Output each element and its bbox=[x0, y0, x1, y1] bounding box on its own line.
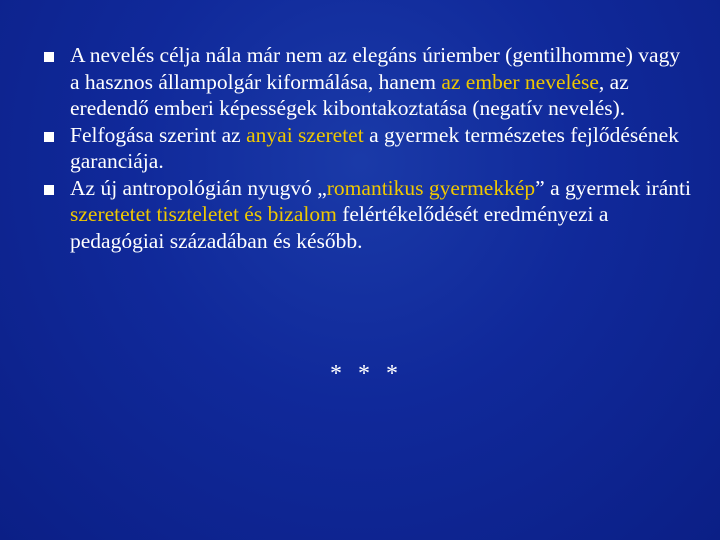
highlighted-term: szeretetet tiszteletet és bizalom bbox=[70, 202, 337, 226]
bullet-item bbox=[44, 42, 694, 122]
bullet-item bbox=[44, 175, 694, 255]
square-bullet-icon bbox=[44, 132, 54, 142]
bullet-list bbox=[44, 42, 694, 254]
bullet-text-segment: ” a gyermek iránti bbox=[535, 175, 691, 200]
square-bullet-icon bbox=[44, 185, 54, 195]
bullet-text-segment: Felfogása szerint az bbox=[70, 122, 247, 147]
highlighted-term: az ember nevelése bbox=[441, 69, 599, 94]
bullet-text-segment: , az eredendő emberi képességek kibontakoztatása (negatív nevelés). bbox=[70, 69, 629, 120]
highlighted-term: romantikus gyermekkép bbox=[326, 175, 536, 200]
bullet-item bbox=[44, 122, 694, 175]
bullet-text-segment: felértékelődését eredményezi a pedagógiai századában és később. bbox=[70, 202, 609, 253]
square-bullet-icon bbox=[44, 52, 54, 62]
bullet-text-segment: a gyermek természetes fejlődésének garanciája. bbox=[70, 122, 679, 173]
section-separator-stars: * * * bbox=[330, 361, 403, 387]
bullet-text-segment: Az új antropológián nyugvó „ bbox=[70, 175, 327, 200]
highlighted-term: anyai szeretet bbox=[246, 122, 364, 147]
bullet-text-segment: A nevelés célja nála már nem az elegáns úriember (gentilhomme) vagy a hasznos állampolgár kiformálása, hanem bbox=[70, 43, 681, 94]
